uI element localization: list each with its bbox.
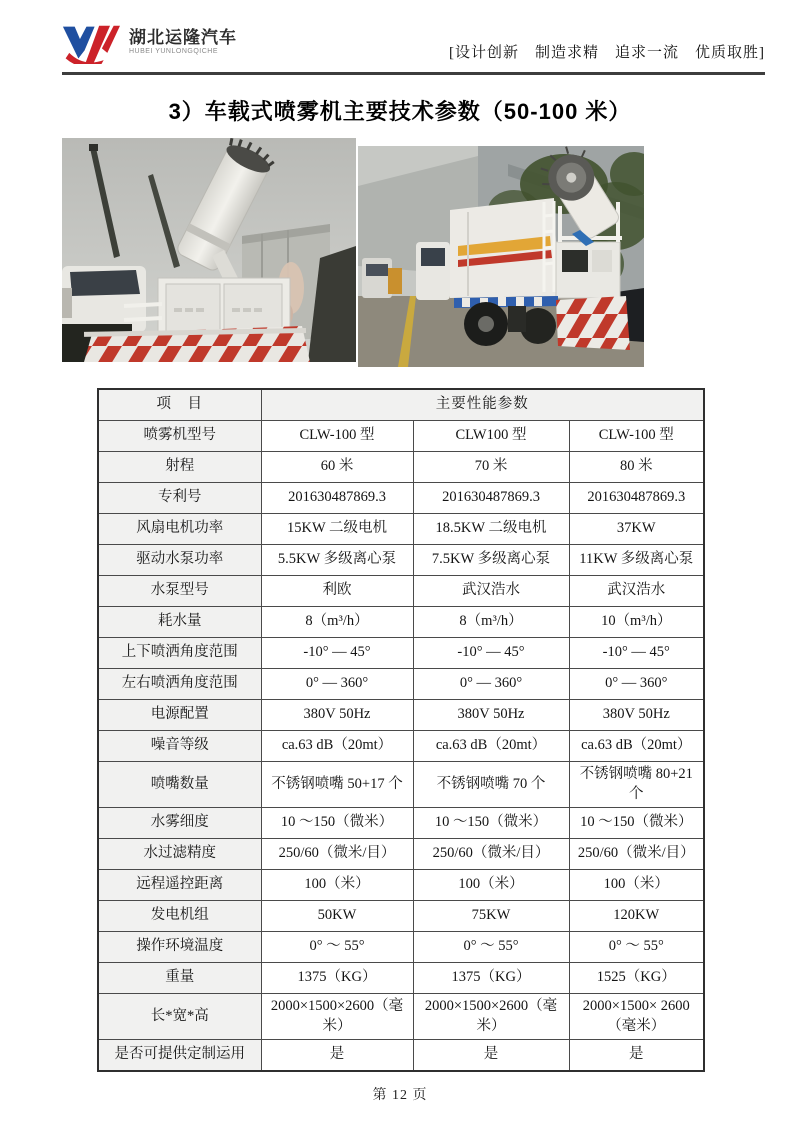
row-value: 250/60（微米/目） — [261, 839, 413, 870]
row-label: 噪音等级 — [98, 731, 261, 762]
row-value: 201630487869.3 — [413, 483, 569, 514]
table-row — [98, 638, 704, 669]
row-value: ca.63 dB（20mt） — [261, 731, 413, 762]
row-value: 2000×1500×2600（毫米） — [413, 994, 569, 1040]
row-value: 1525（KG） — [569, 963, 704, 994]
row-value: 1375（KG） — [261, 963, 413, 994]
row-value: ca.63 dB（20mt） — [569, 731, 704, 762]
row-value: 0° — 360° — [261, 669, 413, 700]
row-label: 水过滤精度 — [98, 839, 261, 870]
table-row — [98, 514, 704, 545]
row-value: 是 — [413, 1040, 569, 1072]
page-header — [0, 0, 800, 75]
row-value: -10° — 45° — [413, 638, 569, 669]
row-value: 100（米） — [413, 870, 569, 901]
row-label: 喷嘴数量 — [98, 762, 261, 808]
row-value: 利欧 — [261, 576, 413, 607]
logo-company-name-en: HUBEI YUNLONGQICHE — [129, 48, 218, 56]
row-label: 耗水量 — [98, 607, 261, 638]
header-divider — [62, 72, 765, 75]
row-value: 380V 50Hz — [261, 700, 413, 731]
row-value: 70 米 — [413, 452, 569, 483]
row-value: 1375（KG） — [413, 963, 569, 994]
row-label: 远程遥控距离 — [98, 870, 261, 901]
page-number: 第 12 页 — [372, 1088, 428, 1103]
table-row — [98, 576, 704, 607]
table-row — [98, 452, 704, 483]
row-value: 37KW — [569, 514, 704, 545]
row-value: -10° — 45° — [569, 638, 704, 669]
row-label: 左右喷洒角度范围 — [98, 669, 261, 700]
row-label: 操作环境温度 — [98, 932, 261, 963]
table-row — [98, 808, 704, 839]
row-value: 75KW — [413, 901, 569, 932]
row-value: 5.5KW 多级离心泵 — [261, 545, 413, 576]
table-row — [98, 762, 704, 808]
row-value: 18.5KW 二级电机 — [413, 514, 569, 545]
table-row — [98, 1040, 704, 1072]
row-value: 8（m³/h） — [261, 607, 413, 638]
row-label: 电源配置 — [98, 700, 261, 731]
table-row — [98, 731, 704, 762]
row-value: CLW100 型 — [413, 421, 569, 452]
row-value: 不锈钢喷嘴 50+17 个 — [261, 762, 413, 808]
row-value: 201630487869.3 — [261, 483, 413, 514]
row-value: 10（m³/h） — [569, 607, 704, 638]
logo-text — [129, 29, 237, 56]
row-value: 10 ～150（微米） — [569, 808, 704, 839]
row-value: 80 米 — [569, 452, 704, 483]
row-value: ca.63 dB（20mt） — [413, 731, 569, 762]
row-value: 0° — 360° — [569, 669, 704, 700]
page-title: 3）车载式喷雾机主要技术参数（50-100 米） — [168, 99, 632, 124]
row-value: 250/60（微米/目） — [413, 839, 569, 870]
row-value: 100（米） — [261, 870, 413, 901]
table-row — [98, 669, 704, 700]
spray-truck-rear-view-photo — [358, 146, 644, 372]
row-label: 发电机组 — [98, 901, 261, 932]
row-value: 380V 50Hz — [569, 700, 704, 731]
header-item-cell: 项 目 — [98, 389, 261, 421]
table-row — [98, 483, 704, 514]
row-value: 7.5KW 多级离心泵 — [413, 545, 569, 576]
table-row — [98, 963, 704, 994]
row-value: 10 ～150（微米） — [413, 808, 569, 839]
row-label: 驱动水泵功率 — [98, 545, 261, 576]
company-logo — [62, 20, 237, 64]
row-value: 2000×1500×2600（毫米） — [261, 994, 413, 1040]
row-label: 长*宽*高 — [98, 994, 261, 1040]
row-label: 水雾细度 — [98, 808, 261, 839]
table-row — [98, 932, 704, 963]
row-label: 射程 — [98, 452, 261, 483]
table-row — [98, 607, 704, 638]
row-label: 专利号 — [98, 483, 261, 514]
header-params-cell: 主要性能参数 — [261, 389, 704, 421]
row-value: 250/60（微米/目） — [569, 839, 704, 870]
row-value: -10° — 45° — [261, 638, 413, 669]
row-label: 水泵型号 — [98, 576, 261, 607]
row-value: 是 — [261, 1040, 413, 1072]
row-value: 15KW 二级电机 — [261, 514, 413, 545]
row-value: 不锈钢喷嘴 70 个 — [413, 762, 569, 808]
row-value: 2000×1500× 2600（毫米） — [569, 994, 704, 1040]
row-value: CLW-100 型 — [261, 421, 413, 452]
table-row — [98, 870, 704, 901]
row-label: 风扇电机功率 — [98, 514, 261, 545]
row-value: CLW-100 型 — [569, 421, 704, 452]
spec-table-body — [98, 421, 704, 1072]
page-footer — [0, 1084, 800, 1104]
row-value: 50KW — [261, 901, 413, 932]
yunlong-logo-icon — [62, 20, 120, 64]
row-value: 不锈钢喷嘴 80+21 个 — [569, 762, 704, 808]
row-value: 380V 50Hz — [413, 700, 569, 731]
row-value: 10 ～150（微米） — [261, 808, 413, 839]
row-value: 60 米 — [261, 452, 413, 483]
photo-strip — [62, 138, 800, 370]
table-row — [98, 421, 704, 452]
row-value: 100（米） — [569, 870, 704, 901]
spec-table — [97, 388, 705, 1072]
company-slogan: [设计创新 制造求精 追求一流 优质取胜] — [449, 45, 765, 61]
table-row — [98, 700, 704, 731]
row-value: 0° ～ 55° — [413, 932, 569, 963]
row-value: 武汉浩水 — [569, 576, 704, 607]
logo-company-name: 湖北运隆汽车 — [129, 27, 237, 47]
row-label: 喷雾机型号 — [98, 421, 261, 452]
row-value: 120KW — [569, 901, 704, 932]
row-value: 201630487869.3 — [569, 483, 704, 514]
row-label: 是否可提供定制运用 — [98, 1040, 261, 1072]
row-value: 0° — 360° — [413, 669, 569, 700]
row-value: 是 — [569, 1040, 704, 1072]
row-value: 武汉浩水 — [413, 576, 569, 607]
fog-cannon-closeup-photo — [62, 138, 356, 367]
row-label: 重量 — [98, 963, 261, 994]
row-value: 0° ～ 55° — [261, 932, 413, 963]
table-row — [98, 901, 704, 932]
table-row — [98, 839, 704, 870]
row-value: 8（m³/h） — [413, 607, 569, 638]
table-header-row — [98, 389, 704, 421]
row-value: 11KW 多级离心泵 — [569, 545, 704, 576]
row-label: 上下喷洒角度范围 — [98, 638, 261, 669]
table-row — [98, 545, 704, 576]
table-row — [98, 994, 704, 1040]
row-value: 0° ～ 55° — [569, 932, 704, 963]
